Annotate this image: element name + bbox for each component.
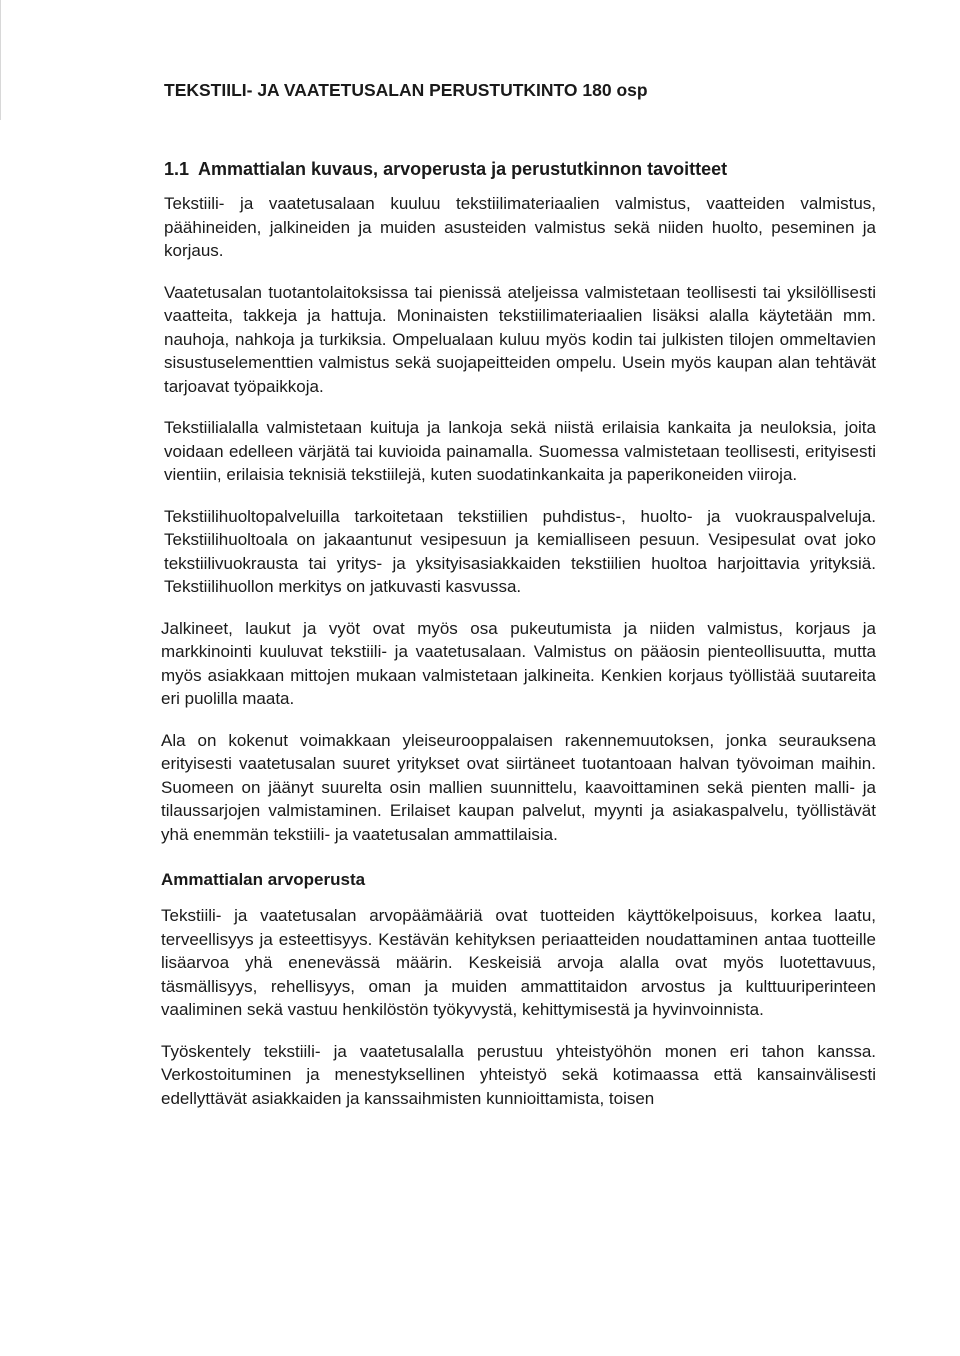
section-title: Ammattialan kuvaus, arvoperusta ja perustutkinnon tavoitteet <box>198 159 728 179</box>
paragraph-2: Vaatetusalan tuotantolaitoksissa tai pienissä ateljeissa valmistetaan teollisesti tai yksilöllisesti vaatteita, takkeja ja hattuja. Moninaisten tekstiilimateriaalien lisäksi alalla käytetään mm. nauhoja, nahkoja ja turkiksia. Ompelualaan kuluu myös kodin tai julkisten tilojen ommeltavien sisustuselementtien valmistus sekä suojapeitteiden ompelu. Usein myös kaupan alan tehtävät tarjoavat työpaikkoja. <box>164 282 876 396</box>
page-edge-line <box>0 0 1 120</box>
document-page <box>161 76 876 1110</box>
paragraph-1: Tekstiili- ja vaatetusalaan kuuluu tekstiilimateriaalien valmistus, vaatteiden valmistus, päähineiden, jalkineiden ja muiden asusteiden valmistus sekä niiden huolto, peseminen ja korjaus. <box>164 194 876 260</box>
section-number: 1.1 <box>164 159 190 179</box>
paragraph-6: Ala on kokenut voimakkaan yleiseurooppalaisen rakennemuutoksen, jonka seurauksena erityisesti vaatetusalan suuret yritykset ovat siirtäneet tuotantoaan halvan työvoiman maihin. Suomeen on jäänyt suurelta osin mallien suunnittelu, kaavoittaminen sekä pienten malli- ja tilaussarjojen valmistaminen. Erilaiset kaupan palvelut, myynti ja asiakaspalvelu, työllistävät yhä enemmän tekstiili- ja vaatetusalan ammattilaisia. <box>161 730 876 844</box>
subsection-heading: Ammattialan arvoperusta <box>161 870 366 889</box>
section-heading <box>164 154 876 184</box>
paragraph-5: Jalkineet, laukut ja vyöt ovat myös osa pukeutumista ja niiden valmistus, korjaus ja markkinointi kuuluvat tekstiili- ja vaatetusalaan. Valmistus on pääosin pienteollisuutta, mutta myös asiakkaan mittojen mukaan valmistetaan jalkineita. Kenkien korjaus työllistää suutareita eri puolilla maata. <box>161 618 876 708</box>
paragraph-3: Tekstiilialalla valmistetaan kuituja ja lankoja sekä niistä erilaisia kankaita ja neuloksia, joita voidaan edelleen värjätä tai kuvioida painamalla. Suomessa valmistetaan teollisesti, erityisesti vientiin, erilaisia teknisiä tekstiilejä, kuten suodatinkankaita ja paperikoneiden viiroja. <box>164 418 876 484</box>
document-title: TEKSTIILI- JA VAATETUSALAN PERUSTUTKINTO 180 osp <box>164 80 648 100</box>
values-paragraph-2: Työskentely tekstiili- ja vaatetusalalla perustuu yhteistyöhön monen eri tahon kanssa. Verkostoituminen ja menestyksellinen yhteistyö sekä kotimaassa että kansainvälisesti edellyttävät asiakkaiden ja kanssaihmisten kunnioittamista, toisen <box>161 1041 876 1108</box>
paragraph-4: Tekstiilihuoltopalveluilla tarkoitetaan tekstiilien puhdistus-, huolto- ja vuokrauspalveluja. Tekstiilihuoltoala on jakaantunut vesipesuun ja kemialliseen pesuun. Vesipesulat ovat joko tekstiilivuokrausta tai yritys- ja yksityisasiakkaiden tekstiilien huoltoa harjoittavia yrityksiä. Tekstiilihuollon merkitys on jatkuvasti kasvussa. <box>164 506 876 596</box>
values-paragraph-1: Tekstiili- ja vaatetusalan arvopäämääriä ovat tuotteiden käyttökelpoisuus, korkea laatu, terveellisyys ja esteettisyys. Kestävän kehityksen periaatteiden noudattaminen antaa tuotteille lisäarvoa yhä enenevässä määrin. Keskeisiä arvoja alalla ovat myös luotettavuus, täsmällisyys, rehellisyys, oman ja muiden ammattitaidon arvostus ja kulttuuriperinteen vaaliminen sekä vastuu henkilöstön työkyvystä, kehittymisestä ja hyvinvoinnista. <box>161 906 876 1019</box>
